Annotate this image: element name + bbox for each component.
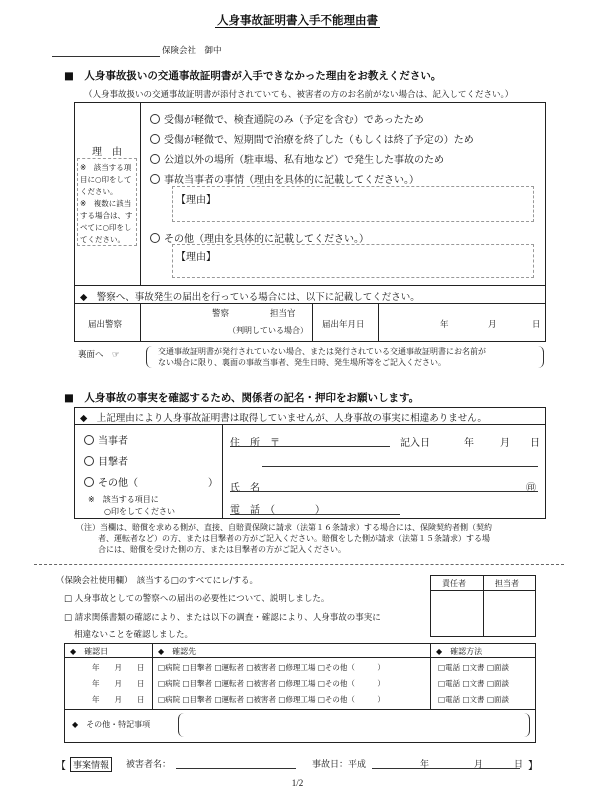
reason-box-label-1: 【理由】 bbox=[176, 195, 216, 206]
radio-circle-icon[interactable] bbox=[150, 134, 160, 144]
entry-day: 日 bbox=[530, 438, 540, 449]
row1-date: 年 月 日 bbox=[92, 663, 145, 672]
col-date: ◆ 確認日 bbox=[70, 647, 109, 656]
victim-label: 被害者名： bbox=[126, 760, 172, 770]
insurer-check-2[interactable]: □ 請求関係書類の確認により、または以下の調査・確認により、人身事故の事実に bbox=[64, 613, 381, 623]
radio-circle-icon[interactable] bbox=[84, 435, 94, 445]
police-label: 届出警察 bbox=[88, 320, 123, 330]
back-note-label: 裏面へ ☞ bbox=[78, 350, 120, 360]
insurer-section-heading: （保険会社使用欄） 該当する□のすべてにレ/する。 bbox=[56, 576, 258, 586]
name-label: 氏 名 bbox=[230, 483, 260, 494]
officer-note: （判明している場合） bbox=[228, 326, 308, 335]
entry-date-label: 記入日 bbox=[400, 438, 430, 449]
col-target: ◆ 確認先 bbox=[158, 647, 197, 656]
side-note-2: ※ 複数に該当する場合は、すべてに○印をしてください。 bbox=[80, 199, 133, 244]
page-title: 人身事故証明書入手不能理由書 bbox=[217, 13, 378, 27]
insurer-suffix: 保険会社 御中 bbox=[162, 46, 222, 56]
role-witness[interactable]: 目撃者 bbox=[84, 453, 128, 468]
row3-target[interactable]: □病院 □目撃者 □運転者 □被害者 □修理工場 □その他（ ） bbox=[158, 695, 385, 704]
reason-text-box-1[interactable] bbox=[172, 186, 534, 222]
staff-label: 担当者 bbox=[495, 579, 519, 588]
accident-date-line[interactable] bbox=[372, 768, 520, 769]
accident-month: 月 bbox=[474, 760, 484, 770]
address-line-1[interactable] bbox=[230, 446, 390, 447]
report-date-label: 届出年月日 bbox=[322, 320, 365, 330]
footer-close-bracket: 】 bbox=[528, 761, 538, 772]
reason-text-box-2[interactable] bbox=[172, 244, 534, 278]
radio-circle-icon[interactable] bbox=[150, 174, 160, 184]
col-method: ◆ 確認方法 bbox=[436, 647, 483, 656]
address-label: 住 所 〒 bbox=[230, 438, 280, 449]
officer-label: 担当官 bbox=[270, 309, 296, 319]
section2-statement: ◆ 上記理由により人身事故証明書は取得していませんが、人身事故の事実に相違ありません。 bbox=[80, 413, 487, 424]
reason-option-2[interactable]: 受傷が軽微で、短期間で治療を終了した（もしくは終了予定の）ため bbox=[150, 131, 474, 146]
role-other[interactable]: その他（ ） bbox=[84, 474, 218, 489]
roles-note-2: ○印をしてください bbox=[104, 507, 175, 516]
seal-icon: ㊞ bbox=[526, 483, 536, 494]
role-party[interactable]: 当事者 bbox=[84, 432, 128, 447]
entry-year: 年 bbox=[464, 438, 474, 449]
back-note-text-2: ない場合に限り、裏面の事故当事者、発生日時、発生場所等をご記入ください。 bbox=[158, 358, 446, 367]
insurer-name-line[interactable] bbox=[52, 52, 160, 57]
radio-circle-icon[interactable] bbox=[150, 233, 160, 243]
phone-line[interactable] bbox=[230, 514, 400, 515]
section1-subnote: （人身事故扱いの交通事故証明書が添付されていても、被害者の方のお名前がない場合は、記入してください。） bbox=[84, 90, 514, 100]
accident-label: 事故日：平成 bbox=[312, 760, 367, 770]
reason-option-3[interactable]: 公道以外の場所（駐車場、私有地など）で発生した事故のため bbox=[150, 151, 444, 166]
address-line-2[interactable] bbox=[262, 466, 538, 467]
section1-heading: ■ 人身事故扱いの交通事故証明書が入手できなかった理由をお教えください。 bbox=[64, 70, 442, 82]
accident-day: 日 bbox=[514, 760, 524, 770]
cut-line bbox=[34, 564, 564, 565]
section2-note-1: （注）当欄は、賠償を求める側が、直接、自賠責保険に請求（法第１６条請求）する場合には、保険契約者側（契約 bbox=[76, 523, 492, 532]
reason-option-4[interactable]: 事故当事者の事情（理由を具体的に記載してください。） bbox=[150, 171, 419, 186]
row2-date: 年 月 日 bbox=[92, 679, 145, 688]
footer-open-bracket: 【 bbox=[56, 761, 66, 772]
section2-heading: ■ 人身事故の事実を確認するため、関係者の記名・押印をお願いします。 bbox=[64, 392, 420, 404]
report-day: 日 bbox=[532, 320, 541, 330]
insurer-check-1[interactable]: □ 人身事故としての警察への届出の必要性について、説明しました。 bbox=[64, 594, 330, 604]
case-label: 事案情報 bbox=[70, 757, 112, 772]
reason-option-1[interactable]: 受傷が軽微で、検査通院のみ（予定を含む）であったため bbox=[150, 111, 424, 126]
entry-month: 月 bbox=[500, 438, 510, 449]
radio-circle-icon[interactable] bbox=[84, 456, 94, 466]
misc-label: ◆ その他・特記事項 bbox=[72, 720, 151, 729]
row3-date: 年 月 日 bbox=[92, 695, 145, 704]
page-number: 1/2 bbox=[291, 778, 304, 788]
police-suffix: 警察 bbox=[212, 309, 230, 319]
section2-note-3: 合には、賠償を受けた側の方、または目撃者の方がご記入ください。 bbox=[98, 545, 346, 554]
row1-target[interactable]: □病院 □目撃者 □運転者 □被害者 □修理工場 □その他（ ） bbox=[158, 663, 385, 672]
reason-option-5[interactable]: その他（理由を具体的に記載してください。） bbox=[150, 230, 369, 245]
phone-label: 電 話 （ ） bbox=[230, 505, 325, 516]
misc-bracket[interactable] bbox=[178, 713, 530, 737]
section2-note-2: 者、運転者など）の方、または目撃者の方がご記入ください。賠償をした側が請求（法第１５条請求）する場 bbox=[98, 534, 490, 543]
radio-circle-icon[interactable] bbox=[150, 114, 160, 124]
police-heading: ◆ 警察へ、事故発生の届出を行っている場合には、以下に記載してください。 bbox=[80, 292, 420, 303]
victim-name-line[interactable] bbox=[176, 768, 296, 769]
row3-method[interactable]: □電話 □文書 □面談 bbox=[438, 695, 510, 704]
accident-year: 年 bbox=[420, 760, 430, 770]
resp-label: 責任者 bbox=[442, 579, 466, 588]
radio-circle-icon[interactable] bbox=[84, 477, 94, 487]
report-month: 月 bbox=[488, 320, 497, 330]
report-year: 年 bbox=[440, 320, 449, 330]
row2-method[interactable]: □電話 □文書 □面談 bbox=[438, 679, 510, 688]
reason-label: 理 由 bbox=[92, 147, 122, 158]
reason-box-label-2: 【理由】 bbox=[176, 252, 216, 263]
insurer-check-2b: 相違ないことを確認しました。 bbox=[74, 630, 194, 640]
radio-circle-icon[interactable] bbox=[150, 154, 160, 164]
side-note-1: ※ 該当する項目に○印をしてください。 bbox=[80, 163, 132, 196]
row2-target[interactable]: □病院 □目撃者 □運転者 □被害者 □修理工場 □その他（ ） bbox=[158, 679, 385, 688]
row1-method[interactable]: □電話 □文書 □面談 bbox=[438, 663, 510, 672]
name-line[interactable] bbox=[230, 491, 538, 492]
back-note-text-1: 交通事故証明書が発行されていない場合、または発行されている交通事故証明書にお名前が bbox=[158, 347, 486, 356]
roles-note-1: ※ 該当する項目に bbox=[88, 495, 159, 504]
